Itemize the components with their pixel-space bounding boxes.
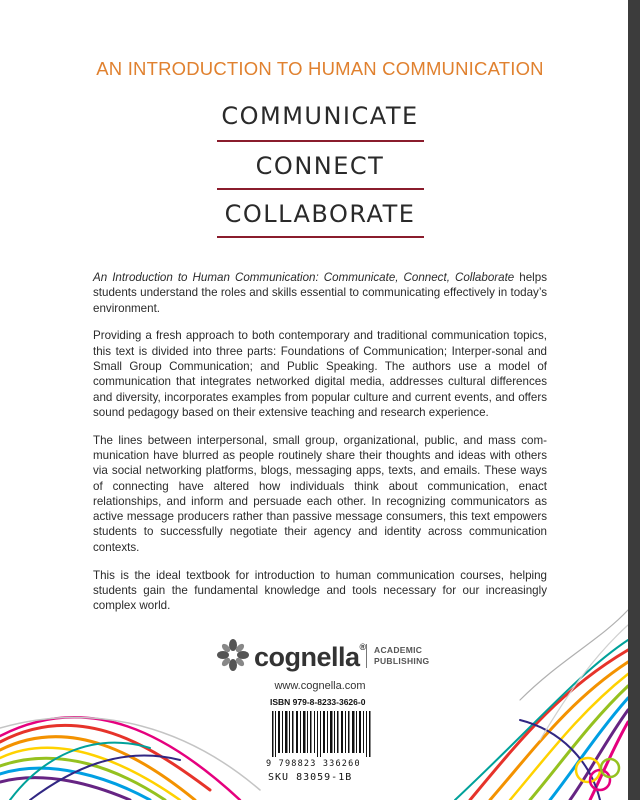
logo-separator xyxy=(366,644,367,668)
cognella-mark-icon xyxy=(216,638,250,672)
cover-edge xyxy=(628,0,640,800)
book-title-italic: An Introduction to Human Communication: Communicate, Connect, Collaborate xyxy=(93,271,515,284)
headword-collaborate: COLLABORATE xyxy=(224,200,416,228)
barcode xyxy=(270,711,374,757)
isbn: ISBN 979-8-8233-3626-0 xyxy=(270,697,366,707)
series-title: AN INTRODUCTION TO HUMAN COMMUNICATION xyxy=(96,58,544,79)
description-paragraph: Providing a fresh approach to both contemporary and traditional communication topics, this text is divided into three parts: Foundations of Communication; Interper-sonal and Small Group Communication; and Public Speaking. The authors use a model of communication that integrates networked digital media, addresses cultural differences and diversity, incorporates examples from popular culture and current events, and offers sound pedagogy based on their extensive teaching and research experience. xyxy=(93,329,547,419)
headword-communicate: COMMUNICATE xyxy=(221,102,419,130)
publisher-logo xyxy=(216,638,446,674)
divider-rule xyxy=(217,236,424,238)
divider-rule xyxy=(217,140,424,142)
description-paragraph: The lines between interpersonal, small group, organizational, public, and mass com-munication have blurred as people routinely share their thoughts and ideas with others via social networking platforms, blogs, messaging apps, texts, and emails. These ways of connecting have altered how individuals think about communication, enact relationships, and inform and persuade each other. In recognizing communicators as active message producers rather than passive message consumers, this text empowers students to successfully negotiate their agency and identity across communication contexts. xyxy=(93,433,547,554)
headword-connect: CONNECT xyxy=(255,152,385,180)
divider-rule xyxy=(217,188,424,190)
barcode-number: 9 798823 336260 xyxy=(266,759,361,769)
description xyxy=(93,270,547,626)
publisher-name: cognella® xyxy=(254,642,366,672)
publisher-imprint: ACADEMIC PUBLISHING xyxy=(374,645,430,666)
registered-mark: ® xyxy=(359,642,366,652)
sku: SKU 83059-1B xyxy=(268,772,353,783)
description-paragraph: An Introduction to Human Communication: Communicate, Connect, Collaborate helps students understand the roles and skills essential to communicating effectively in today’s environment. xyxy=(93,271,547,315)
publisher-url: www.cognella.com xyxy=(274,680,366,692)
description-paragraph: This is the ideal textbook for introduction to human communication courses, helping students gain the fundamental knowledge and tools necessary for our increasingly complex world. xyxy=(93,568,547,613)
